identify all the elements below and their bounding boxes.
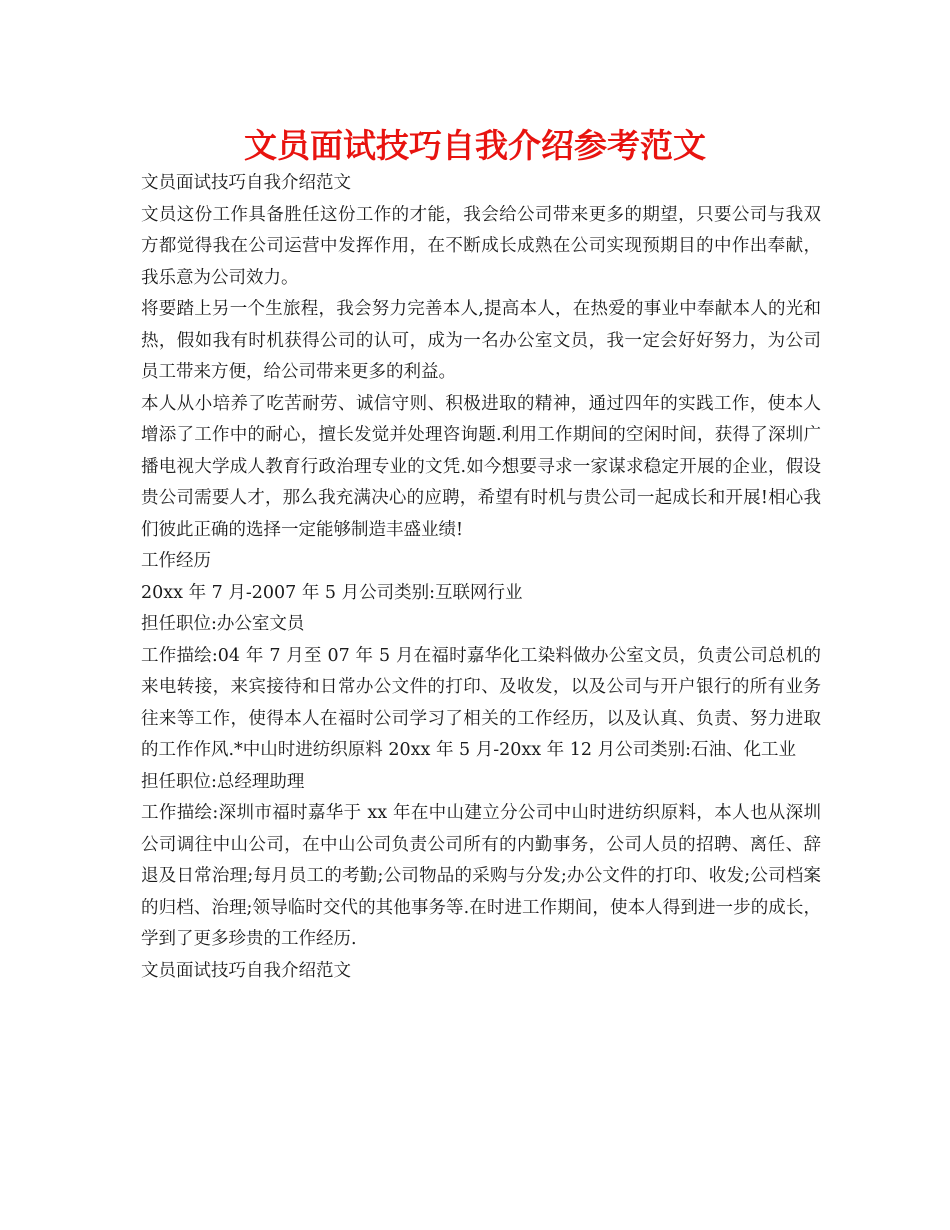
section-heading-work-experience: 工作经历	[141, 551, 211, 571]
paragraph-closing-heading: 文员面试技巧自我介绍范文	[141, 960, 351, 981]
document-body	[141, 168, 821, 987]
job-2-description: 工作描绘:深圳市福时嘉华于 xx 年在中山建立分公司中山时进纺织原料，本人也从深圳公司调往中山公司，在中山公司负责公司所有的内勤事务，公司人员的招聘、离任、辞退及日常治理;每月员工的考勤;公司物品的采购与分发;办公文件的打印、收发;公司档案的归档、治理;领导临时交代的其他事务等.在时进工作期间，使本人得到进一步的成长，学到了更多珍贵的工作经历.	[141, 803, 821, 949]
document-title: 文员面试技巧自我介绍参考范文	[244, 126, 706, 165]
job-1-description: 工作描绘:04 年 7 月至 07 年 5 月在福时嘉华化工染料做办公室文员，负责公司总机的来电转接，来宾接待和日常办公文件的打印、及收发，以及公司与开户银行的所有业务往来等工作，使得本人在福时公司学习了相关的工作经历，以及认真、负责、努力进取的工作作风.*中山时进纺织原料 20xx 年 5 月-20xx 年 12 月公司类别:石油、化工业	[141, 645, 821, 760]
job-1-position: 担任职位:办公室文员	[141, 614, 305, 634]
paragraph-background: 本人从小培养了吃苦耐劳、诚信守则、积极进取的精神，通过四年的实践工作，使本人增添了工作中的耐心，擅长发觉并处理咨询题.利用工作期间的空闲时间，获得了深圳广播电视大学成人教育行政治理专业的文凭.如今想要寻求一家谋求稳定开展的企业，假设贵公司需要人才，那么我充满决心的应聘，希望有时机与贵公司一起成长和开展!相心我们彼此正确的选择一定能够制造丰盛业绩!	[141, 393, 821, 540]
job-2-position: 担任职位:总经理助理	[141, 771, 305, 792]
paragraph-subtitle: 文员面试技巧自我介绍范文	[141, 173, 351, 193]
job-1-period: 20xx 年 7 月-2007 年 5 月公司类别:互联网行业	[141, 582, 523, 603]
paragraph-intro: 文员这份工作具备胜任这份工作的才能，我会给公司带来更多的期望，只要公司与我双方都觉得我在公司运营中发挥作用，在不断成长成熟在公司实现预期目的中作出奉献，我乐意为公司效力。	[141, 204, 821, 288]
paragraph-commitment: 将要踏上另一个生旅程，我会努力完善本人,提高本人，在热爱的事业中奉献本人的光和热，假如我有时机获得公司的认可，成为一名办公室文员，我一定会好好努力，为公司员工带来方便，给公司带来更多的利益。	[141, 299, 821, 382]
